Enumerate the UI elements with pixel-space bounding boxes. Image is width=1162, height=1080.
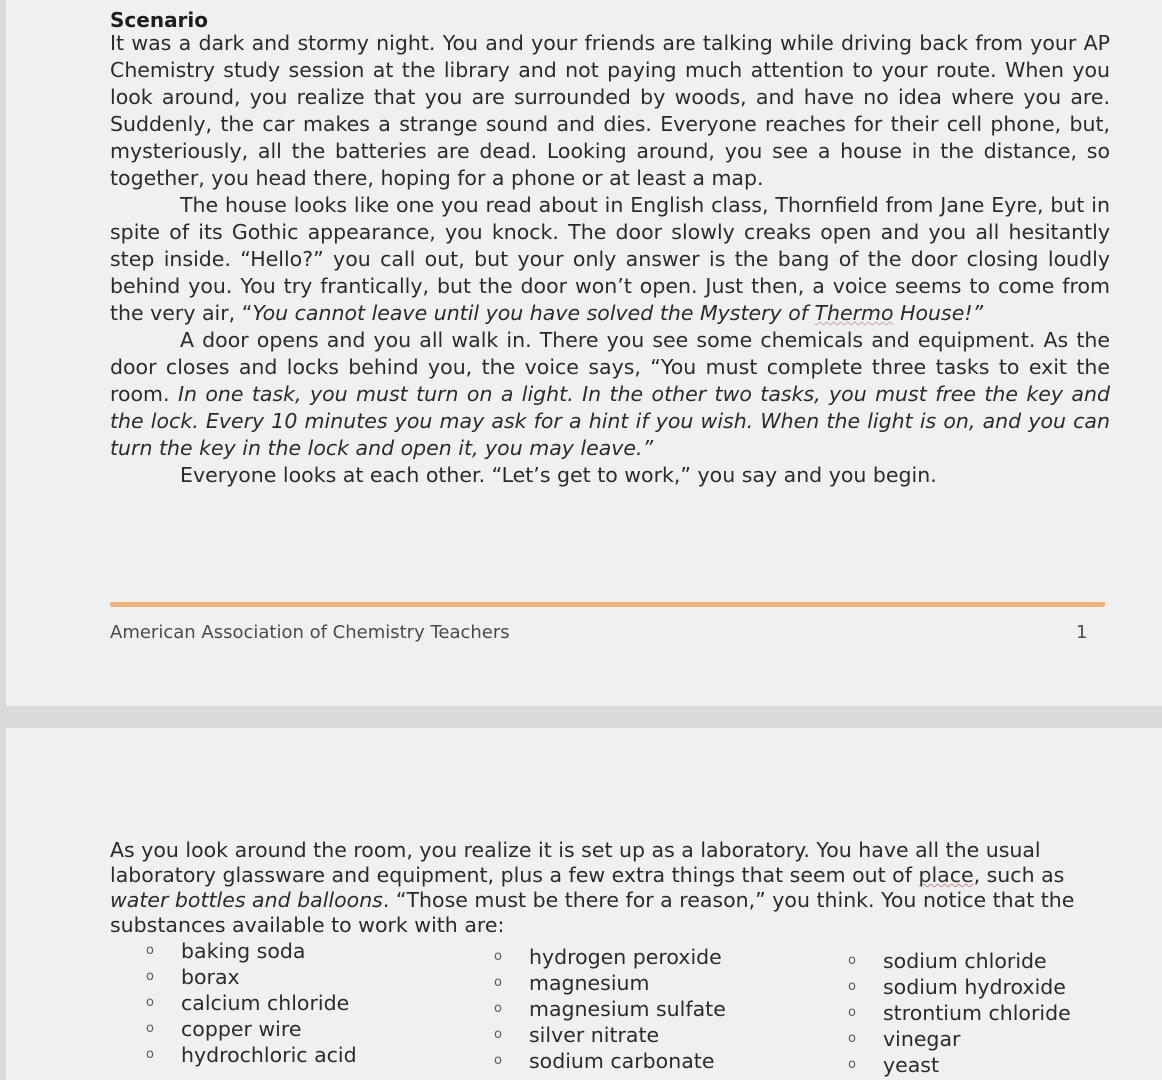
substance-name: vinegar bbox=[883, 1027, 961, 1051]
substance-name: borax bbox=[181, 965, 240, 989]
lab-intro-paragraph bbox=[110, 838, 1100, 938]
bullet-icon: o bbox=[848, 1031, 856, 1046]
paragraph-2-thermo: Thermo bbox=[814, 301, 894, 325]
substances-column-2 bbox=[494, 944, 726, 1074]
paragraph-2-text: The house looks like one you read about in English class, Thornfield from Jane Eyre, but in spite of its Gothic appearance, you knock. The door slowly creaks open and you all hesitantly step inside. “Hello?” you call out, but your only answer is the bang of the door closing loudly behind you. You try frantically, but the door won’t open. Just then, a voice seems to come from the very air, “ bbox=[110, 193, 1110, 325]
bullet-icon: o bbox=[494, 975, 502, 990]
substance-name: magnesium sulfate bbox=[529, 997, 726, 1021]
substance-name: magnesium bbox=[529, 971, 650, 995]
footer-divider bbox=[110, 602, 1105, 607]
intro-place: place bbox=[918, 863, 974, 887]
bullet-icon: o bbox=[146, 1021, 154, 1036]
list-item bbox=[494, 1048, 726, 1074]
list-item bbox=[848, 1000, 1071, 1026]
page-number: 1 bbox=[1076, 622, 1088, 643]
bullet-icon: o bbox=[146, 943, 154, 958]
substance-name: sodium hydroxide bbox=[883, 975, 1066, 999]
list-item bbox=[848, 1026, 1071, 1052]
document-page-2 bbox=[6, 728, 1162, 1080]
paragraph-2-quote: You cannot leave until you have solved the Mystery of bbox=[252, 301, 815, 325]
bullet-icon: o bbox=[848, 1005, 856, 1020]
bullet-icon: o bbox=[146, 969, 154, 984]
substance-name: baking soda bbox=[181, 939, 306, 963]
substance-name: silver nitrate bbox=[529, 1023, 660, 1047]
substance-name: hydrogen peroxide bbox=[529, 945, 722, 969]
substances-column-1 bbox=[146, 938, 357, 1068]
substance-name: yeast bbox=[883, 1053, 940, 1077]
paragraph-3-text: A door opens and you all walk in. There you see some chemicals and equipment. As the door closes and locks behind you, the voice says, “You must complete three tasks to exit the room. bbox=[110, 328, 1110, 406]
substances-column-3 bbox=[848, 948, 1071, 1078]
paragraph-1: It was a dark and stormy night. You and your friends are talking while driving back from your AP Chemistry study session at the library and not paying much attention to your route. When you look around, you realize that you are surrounded by woods, and have no idea where you are. Suddenly, the car makes a strange sound and dies. Everyone reaches for their cell phone, but, mysteriously, all the batteries are dead. Looking around, you see a house in the distance, so together, you head there, hoping for a phone or at least a map. bbox=[110, 31, 1110, 190]
list-item bbox=[848, 974, 1071, 1000]
bullet-icon: o bbox=[146, 995, 154, 1010]
list-item bbox=[146, 1042, 357, 1068]
document-page-1 bbox=[6, 0, 1162, 706]
bullet-icon: o bbox=[494, 1053, 502, 1068]
list-item bbox=[848, 1052, 1071, 1078]
bullet-icon: o bbox=[494, 1001, 502, 1016]
bullet-icon: o bbox=[848, 953, 856, 968]
list-item bbox=[494, 944, 726, 970]
bullet-icon: o bbox=[146, 1047, 154, 1062]
list-item bbox=[494, 970, 726, 996]
substance-name: sodium carbonate bbox=[529, 1049, 715, 1073]
paragraph-2-quote-end: House!” bbox=[893, 301, 984, 325]
list-item bbox=[494, 1022, 726, 1048]
bullet-icon: o bbox=[494, 949, 502, 964]
substance-name: strontium chloride bbox=[883, 1001, 1071, 1025]
intro-items: water bottles and balloons bbox=[110, 888, 383, 912]
scenario-heading: Scenario bbox=[110, 8, 209, 32]
substance-name: calcium chloride bbox=[181, 991, 350, 1015]
lab-intro bbox=[110, 838, 1100, 938]
paragraph-4: Everyone looks at each other. “Let’s get to work,” you say and you begin. bbox=[180, 463, 937, 487]
list-item bbox=[146, 990, 357, 1016]
list-item bbox=[494, 996, 726, 1022]
substance-name: hydrochloric acid bbox=[181, 1043, 357, 1067]
paragraph-2 bbox=[110, 192, 1110, 327]
list-item bbox=[146, 964, 357, 990]
footer-organization: American Association of Chemistry Teachers bbox=[110, 622, 510, 643]
paragraph-3-instructions: In one task, you must turn on a light. In the other two tasks, you must free the key and the lock. Every 10 minutes you may ask for a hint if you wish. When the light is on, and you can turn the key in the lock and open it, you may leave.” bbox=[110, 382, 1110, 460]
bullet-icon: o bbox=[494, 1027, 502, 1042]
paragraph-3 bbox=[110, 327, 1110, 462]
bullet-icon: o bbox=[848, 1057, 856, 1072]
bullet-icon: o bbox=[848, 979, 856, 994]
list-item bbox=[146, 1016, 357, 1042]
intro-text-c: . “Those must be there for a reason,” you think. You notice that the substances available to work with are: bbox=[110, 888, 1075, 937]
intro-text-a: As you look around the room, you realize it is set up as a laboratory. You have all the usual laboratory glassware and equipment, plus a few extra things that seem out of bbox=[110, 838, 1041, 887]
substance-name: copper wire bbox=[181, 1017, 302, 1041]
list-item bbox=[848, 948, 1071, 974]
substance-name: sodium chloride bbox=[883, 949, 1047, 973]
intro-text-b: , such as bbox=[973, 863, 1065, 887]
list-item bbox=[146, 938, 357, 964]
scenario-story bbox=[110, 30, 1110, 489]
